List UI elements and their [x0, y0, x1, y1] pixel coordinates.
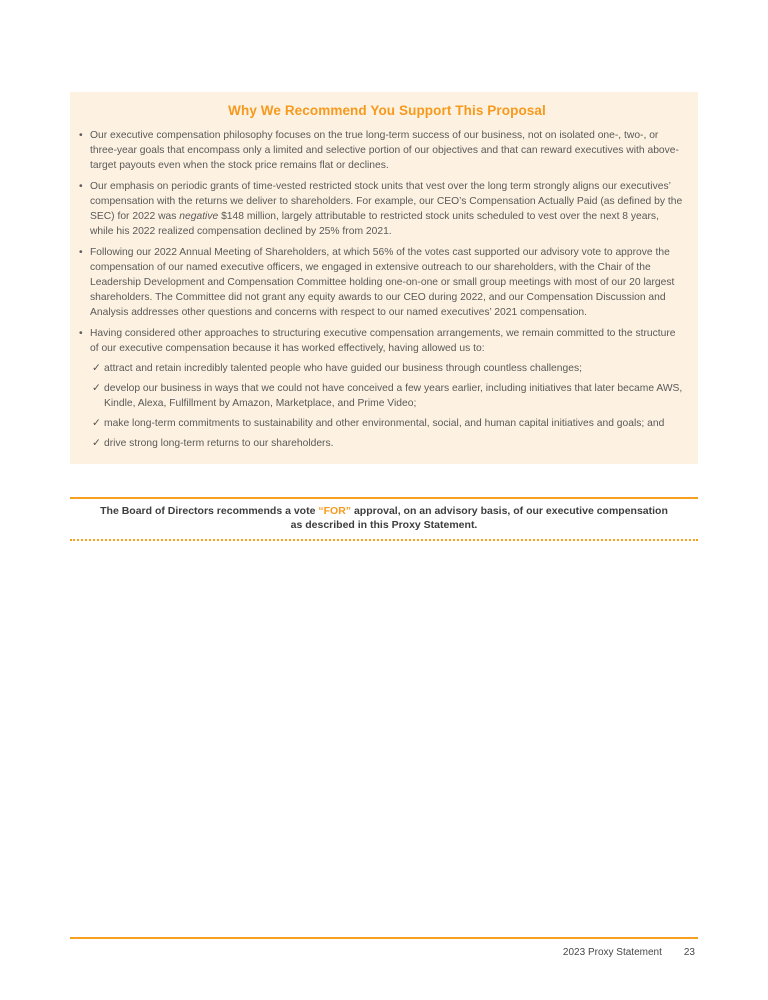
bullet-text-italic: negative: [179, 211, 219, 222]
recommendation-box: [70, 92, 698, 464]
bullet-item-2: [79, 179, 684, 239]
recommendation-prefix: The Board of Directors recommends a vote: [100, 505, 319, 517]
box-title: Why We Recommend You Support This Proposal: [228, 103, 546, 118]
board-recommendation: [70, 497, 698, 541]
check-text: make long-term commitments to sustainability and other environmental, social, and human capital initiatives and goals; and: [104, 418, 665, 429]
check-text: drive strong long-term returns to our shareholders.: [104, 438, 334, 449]
recommendation-suffix: approval, on an advisory basis, of our executive compensation as described in this Proxy Statement.: [290, 505, 668, 531]
bullet-icon: •: [79, 181, 83, 192]
check-text: develop our business in ways that we could not have conceived a few years earlier, including initiatives that later became AWS, Kindle, Alexa, Fulfillment by Amazon, Marketplace, and Prime Video;: [104, 383, 683, 409]
check-text: attract and retain incredibly talented people who have guided our business through countless challenges;: [104, 363, 582, 374]
bullet-icon: •: [79, 328, 83, 339]
page-footer: [70, 937, 698, 958]
bullet-list: [79, 128, 684, 356]
bullet-icon: •: [79, 130, 83, 141]
checkmark-icon: ✓: [92, 362, 101, 374]
check-item-4: [92, 436, 684, 451]
bullet-icon: •: [79, 247, 83, 258]
checkmark-icon: ✓: [92, 417, 101, 429]
check-list: [92, 361, 684, 451]
footer-document-label: 2023 Proxy Statement: [562, 947, 662, 958]
check-item-2: [92, 381, 684, 411]
bullet-text: Having considered other approaches to structuring executive compensation arrangements, we remain committed to the structure of our executive compensation because it has worked effectively, having allowed us to:: [90, 328, 676, 354]
bullet-text-pre: Our emphasis on periodic grants of time-vested restricted stock units that vest over the long term strongly aligns our executives’ compensation with the returns we deliver to shareholders. For example, our CEO’s Compensation Actually Paid (as defined by the SEC) for 2022 was: [90, 181, 683, 222]
check-item-1: [92, 361, 684, 376]
board-recommendation-text: [98, 504, 670, 532]
bullet-item-4: [79, 326, 684, 356]
bullet-text: Following our 2022 Annual Meeting of Shareholders, at which 56% of the votes cast supported our advisory vote to approve the compensation of our named executive officers, we engaged in extensive outreach to our shareholders, with the Chair of the Leadership Development and Compensation Committee holding one-on-one or small group meetings with most of our 20 largest shareholders. The Committee did not grant any equity awards to our CEO during 2022, and our Compensation Discussion and Analysis addresses other questions and concerns with respect to our named executives’ 2021 compensation.: [90, 247, 675, 318]
recommendation-for-highlight: “FOR”: [318, 505, 352, 517]
footer-page-number: 23: [683, 947, 695, 958]
bullet-text: Our executive compensation philosophy focuses on the true long-term success of our business, not on isolated one-, two-, or three-year goals that encompass only a limited and selective portion of our objectives and that can reward executives with above-target payouts even when the stock price remains flat or declines.: [90, 130, 679, 171]
bullet-text-post: $148 million, largely attributable to restricted stock units scheduled to vest over the next 8 years, while his 2022 realized compensation declined by 25% from 2021.: [90, 211, 659, 237]
checkmark-icon: ✓: [92, 437, 101, 449]
bullet-item-1: [79, 128, 684, 173]
checkmark-icon: ✓: [92, 382, 101, 394]
check-item-3: [92, 416, 684, 431]
bullet-item-3: [79, 245, 684, 320]
